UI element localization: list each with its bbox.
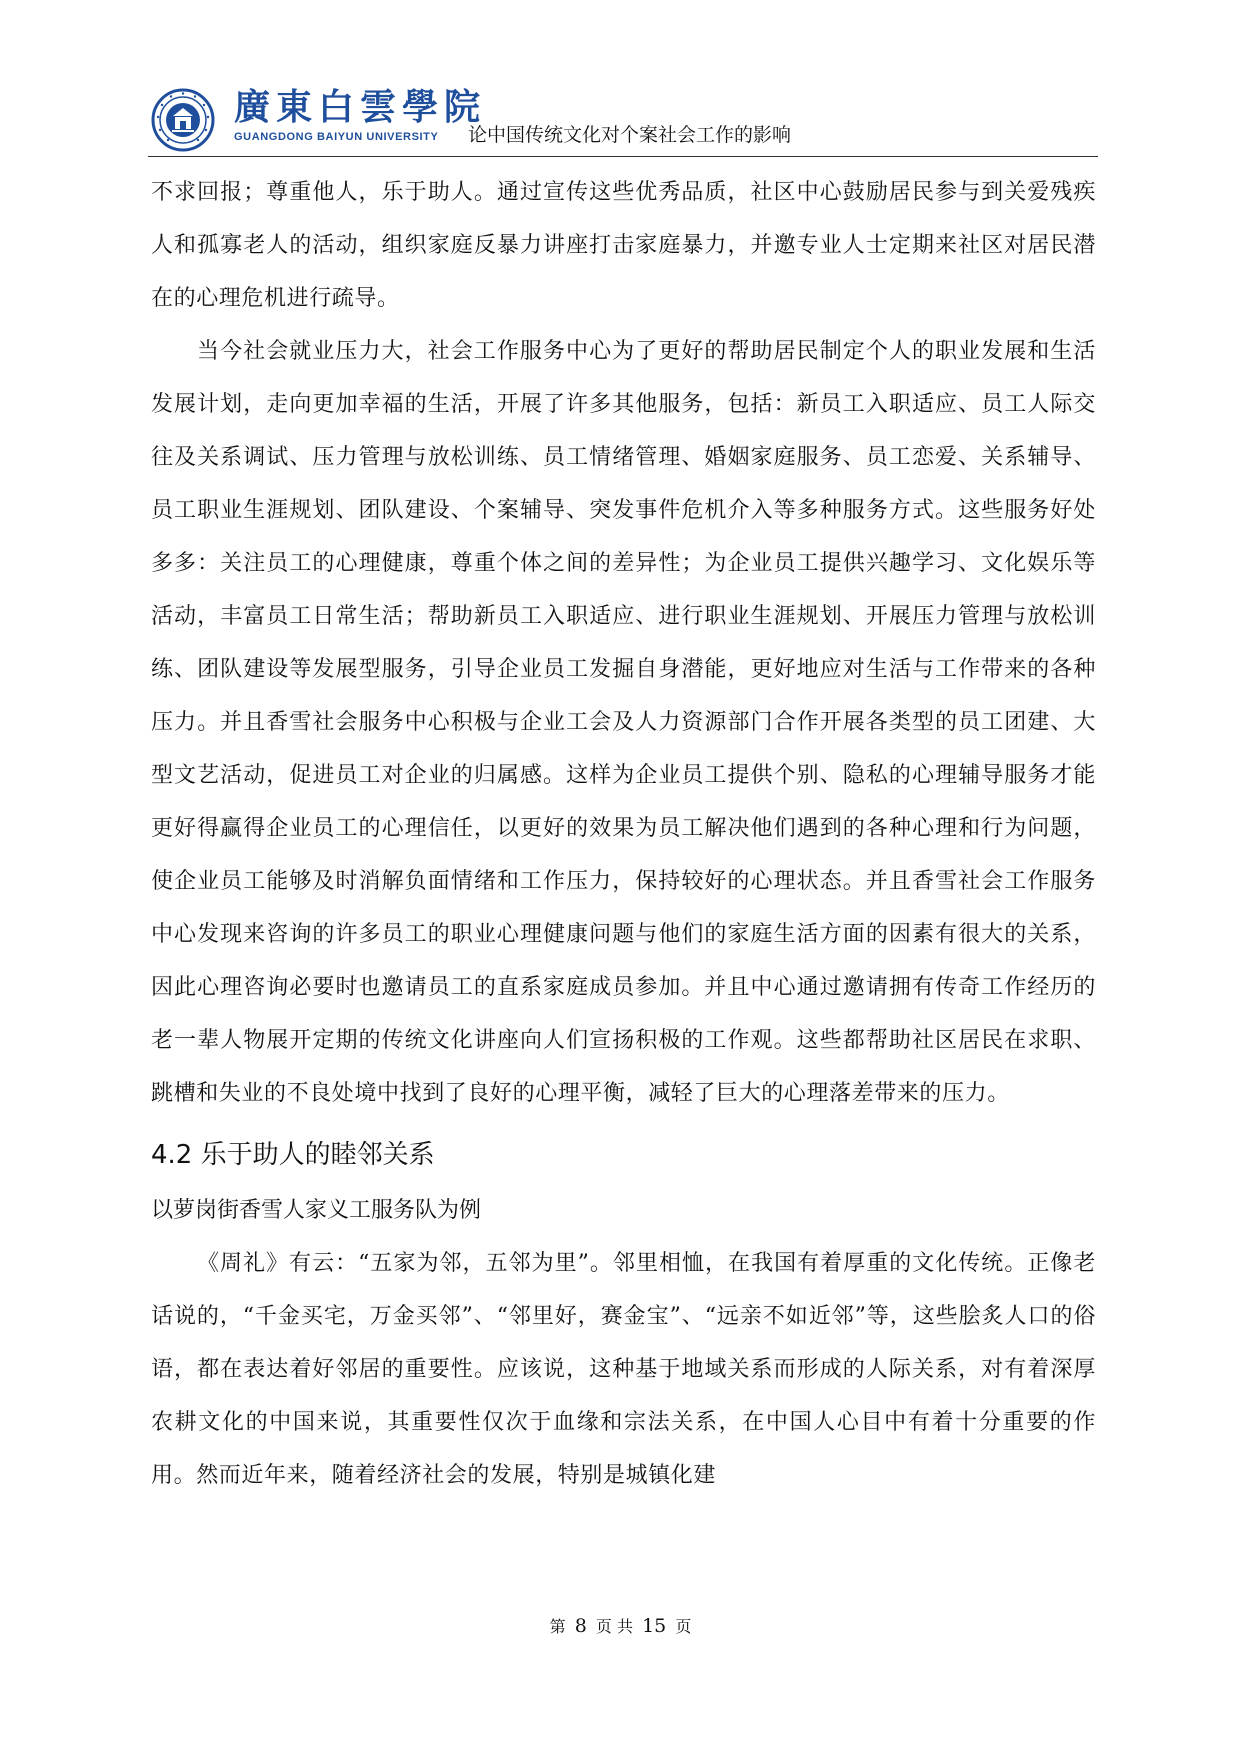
page-number-prefix: 第	[549, 1617, 566, 1636]
paper-title: 论中国传统文化对个案社会工作的影响	[468, 124, 792, 146]
page-content	[151, 166, 1096, 1502]
page-number-suffix: 页	[675, 1617, 692, 1636]
total-page-count: 15	[642, 1615, 667, 1637]
page-footer	[0, 1614, 1241, 1637]
body-paragraph-3: 《周礼》有云：“五家为邻，五邻为里”。邻里相恤，在我国有着厚重的文化传统。正像老话说的，“千金买宅，万金买邻”、“邻里好，赛金宝”、“远亲不如近邻”等，这些脍炙人口的俗语，都在表达着好邻居的重要性。应该说，这种基于地域关系而形成的人际关系，对有着深厚农耕文化的中国来说，其重要性仅次于血缘和宗法关系，在中国人心目中有着十分重要的作用。然而近年来，随着经济社会的发展，特别是城镇化建	[151, 1251, 1096, 1488]
university-name-english: GUANGDONG BAIYUN UNIVERSITY	[234, 131, 439, 143]
header-divider	[148, 156, 1098, 157]
current-page-number: 8	[574, 1615, 587, 1637]
body-paragraph-2: 当今社会就业压力大，社会工作服务中心为了更好的帮助居民制定个人的职业发展和生活发展计划，走向更加幸福的生活，开展了许多其他服务，包括：新员工入职适应、员工人际交往及关系调试、压力管理与放松训练、员工情绪管理、婚姻家庭服务、员工恋爱、关系辅导、员工职业生涯规划、团队建设、个案辅导、突发事件危机介入等多种服务方式。这些服务好处多多：关注员工的心理健康，尊重个体之间的差异性；为企业员工提供兴趣学习、文化娱乐等活动，丰富员工日常生活；帮助新员工入职适应、进行职业生涯规划、开展压力管理与放松训练、团队建设等发展型服务，引导企业员工发掘自身潜能，更好地应对生活与工作带来的各种压力。并且香雪社会服务中心积极与企业工会及人力资源部门合作开展各类型的员工团建、大型文艺活动，促进员工对企业的归属感。这样为企业员工提供个别、隐私的心理辅导服务才能更好得赢得企业员工的心理信任，以更好的效果为员工解决他们遇到的各种心理和行为问题，使企业员工能够及时消解负面情绪和工作压力，保持较好的心理状态。并且香雪社会工作服务中心发现来咨询的许多员工的职业心理健康问题与他们的家庭生活方面的因素有很大的关系，因此心理咨询必要时也邀请员工的直系家庭成员参加。并且中心通过邀请拥有传奇工作经历的老一辈人物展开定期的传统文化讲座向人们宣扬积极的工作观。这些都帮助社区居民在求职、跳槽和失业的不良处境中找到了良好的心理平衡，减轻了巨大的心理落差带来的压力。	[151, 339, 1096, 1106]
university-seal-icon	[151, 88, 215, 152]
section-heading: 4.2 乐于助人的睦邻关系	[151, 1140, 435, 1170]
section-caption: 以萝岗街香雪人家义工服务队为例	[151, 1198, 482, 1223]
university-name-chinese: 廣東白雲學院	[234, 86, 487, 128]
body-paragraph-1: 不求回报；尊重他人，乐于助人。通过宣传这些优秀品质，社区中心鼓励居民参与到关爱残疾人和孤寡老人的活动，组织家庭反暴力讲座打击家庭暴力，并邀专业人士定期来社区对居民潜在的心理危机进行疏导。	[151, 180, 1096, 311]
page-number-middle: 页 共	[595, 1617, 633, 1636]
page-header	[148, 82, 1098, 156]
